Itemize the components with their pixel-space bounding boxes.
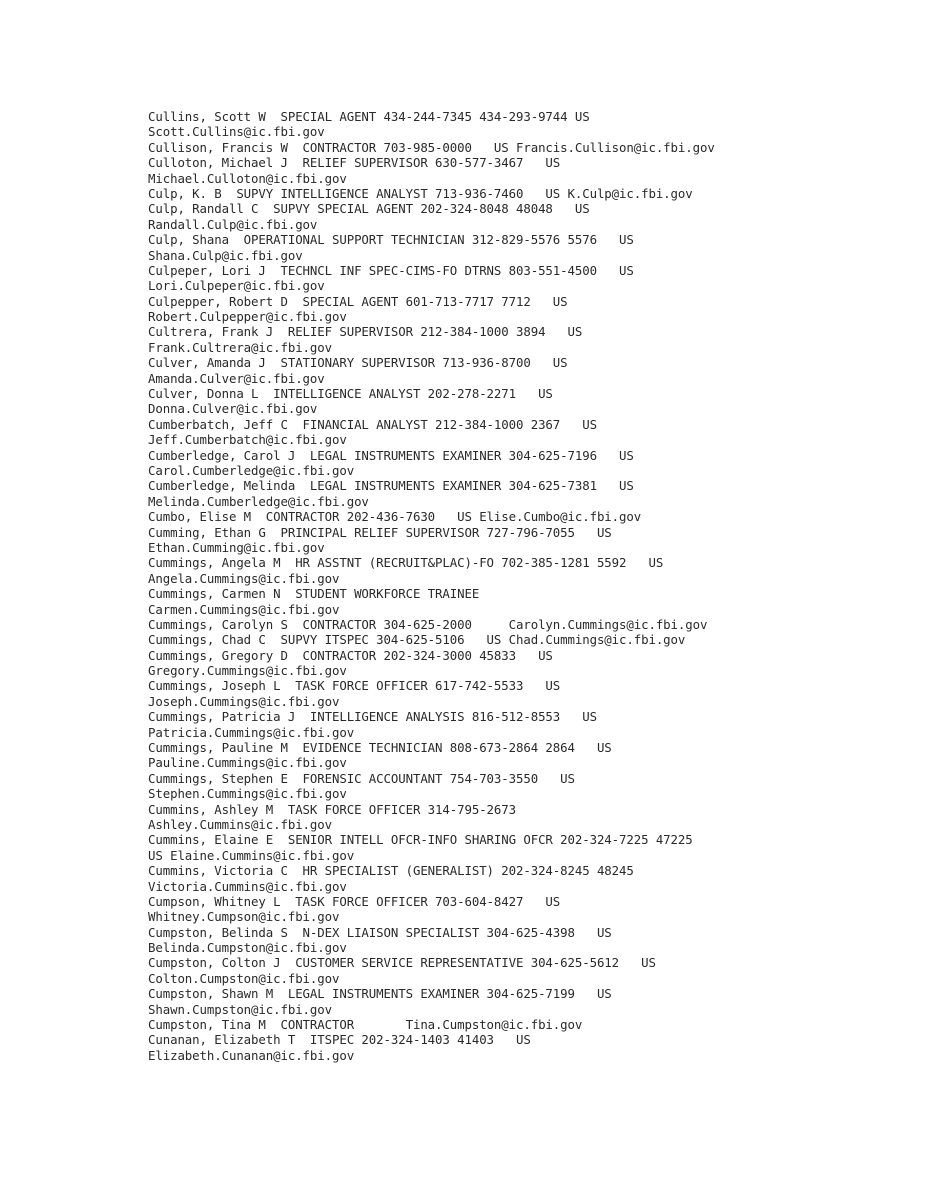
directory-line: Culver, Amanda J STATIONARY SUPERVISOR 713-936-8700 US [148, 355, 568, 371]
directory-line: Victoria.Cummins@ic.fbi.gov [148, 878, 347, 894]
directory-line: Cummings, Chad C SUPVY ITSPEC 304-625-5106 US Chad.Cummings@ic.fbi.gov [148, 632, 686, 648]
directory-line: Elizabeth.Cunanan@ic.fbi.gov [148, 1047, 355, 1063]
directory-line: Robert.Culpepper@ic.fbi.gov [148, 309, 347, 325]
directory-line: Cumpston, Colton J CUSTOMER SERVICE REPRESENTATIVE 304-625-5612 US [148, 955, 656, 971]
directory-line: Cumberledge, Carol J LEGAL INSTRUMENTS EXAMINER 304-625-7196 US [148, 447, 634, 463]
directory-line: Cummings, Patricia J INTELLIGENCE ANALYSIS 816-512-8553 US [148, 709, 597, 725]
directory-line: Culp, Randall C SUPVY SPECIAL AGENT 202-324-8048 48048 US [148, 201, 590, 217]
directory-line: Culpepper, Robert D SPECIAL AGENT 601-713-7717 7712 US [148, 293, 568, 309]
directory-line: Cumberbatch, Jeff C FINANCIAL ANALYST 212-384-1000 2367 US [148, 416, 597, 432]
directory-line: Donna.Culver@ic.fbi.gov [148, 401, 318, 417]
directory-line: Cumpson, Whitney L TASK FORCE OFFICER 703-604-8427 US [148, 893, 561, 909]
directory-line: Pauline.Cummings@ic.fbi.gov [148, 755, 347, 771]
directory-line: Frank.Cultrera@ic.fbi.gov [148, 339, 332, 355]
directory-line: Cunanan, Elizabeth T ITSPEC 202-324-1403 41403 US [148, 1032, 531, 1048]
directory-line: Carmen.Cummings@ic.fbi.gov [148, 601, 340, 617]
directory-line: Cummins, Elaine E SENIOR INTELL OFCR-INFO SHARING OFCR 202-324-7225 47225 [148, 832, 693, 848]
directory-line: Carol.Cumberledge@ic.fbi.gov [148, 462, 355, 478]
directory-line: Stephen.Cummings@ic.fbi.gov [148, 786, 347, 802]
directory-line: Culp, K. B SUPVY INTELLIGENCE ANALYST 713-936-7460 US K.Culp@ic.fbi.gov [148, 185, 693, 201]
directory-line: Cultrera, Frank J RELIEF SUPERVISOR 212-384-1000 3894 US [148, 324, 583, 340]
directory-listing [148, 109, 918, 1063]
directory-line: Gregory.Cummings@ic.fbi.gov [148, 663, 347, 679]
directory-line: Cummings, Carolyn S CONTRACTOR 304-625-2000 Carolyn.Cummings@ic.fbi.gov [148, 616, 708, 632]
directory-line: Melinda.Cumberledge@ic.fbi.gov [148, 493, 369, 509]
directory-line: Cullison, Francis W CONTRACTOR 703-985-0000 US Francis.Cullison@ic.fbi.gov [148, 139, 715, 155]
directory-line: Jeff.Cumberbatch@ic.fbi.gov [148, 432, 347, 448]
directory-line: Cummings, Stephen E FORENSIC ACCOUNTANT 754-703-3550 US [148, 770, 575, 786]
directory-line: Amanda.Culver@ic.fbi.gov [148, 370, 325, 386]
directory-line: Cumming, Ethan G PRINCIPAL RELIEF SUPERVISOR 727-796-7055 US [148, 524, 612, 540]
directory-line: Whitney.Cumpson@ic.fbi.gov [148, 909, 340, 925]
directory-line: Angela.Cummings@ic.fbi.gov [148, 570, 340, 586]
directory-line: Cumbo, Elise M CONTRACTOR 202-436-7630 US Elise.Cumbo@ic.fbi.gov [148, 509, 642, 525]
directory-line: Colton.Cumpston@ic.fbi.gov [148, 970, 340, 986]
directory-line: Ashley.Cummins@ic.fbi.gov [148, 816, 332, 832]
directory-line: Culp, Shana OPERATIONAL SUPPORT TECHNICIAN 312-829-5576 5576 US [148, 232, 634, 248]
directory-line: Cummings, Pauline M EVIDENCE TECHNICIAN 808-673-2864 2864 US [148, 740, 612, 756]
directory-line: Cummings, Carmen N STUDENT WORKFORCE TRAINEE [148, 586, 480, 602]
directory-line: Culloton, Michael J RELIEF SUPERVISOR 630-577-3467 US [148, 155, 561, 171]
directory-line: US Elaine.Cummins@ic.fbi.gov [148, 847, 355, 863]
directory-line: Patricia.Cummings@ic.fbi.gov [148, 724, 355, 740]
directory-line: Cummings, Gregory D CONTRACTOR 202-324-3000 45833 US [148, 647, 553, 663]
directory-line: Cumpston, Shawn M LEGAL INSTRUMENTS EXAMINER 304-625-7199 US [148, 986, 612, 1002]
directory-line: Lori.Culpeper@ic.fbi.gov [148, 278, 325, 294]
directory-line: Culver, Donna L INTELLIGENCE ANALYST 202-278-2271 US [148, 386, 553, 402]
directory-line: Randall.Culp@ic.fbi.gov [148, 216, 318, 232]
directory-line: Scott.Cullins@ic.fbi.gov [148, 124, 325, 140]
directory-line: Shana.Culp@ic.fbi.gov [148, 247, 303, 263]
directory-line: Ethan.Cumming@ic.fbi.gov [148, 539, 325, 555]
directory-line: Cumberledge, Melinda LEGAL INSTRUMENTS EXAMINER 304-625-7381 US [148, 478, 634, 494]
directory-line: Culpeper, Lori J TECHNCL INF SPEC-CIMS-FO DTRNS 803-551-4500 US [148, 262, 634, 278]
directory-line: Michael.Culloton@ic.fbi.gov [148, 170, 347, 186]
directory-line: Cummings, Angela M HR ASSTNT (RECRUIT&PLAC)-FO 702-385-1281 5592 US [148, 555, 664, 571]
directory-line: Joseph.Cummings@ic.fbi.gov [148, 693, 340, 709]
directory-line: Belinda.Cumpston@ic.fbi.gov [148, 940, 347, 956]
directory-line: Shawn.Cumpston@ic.fbi.gov [148, 1001, 332, 1017]
directory-line: Cummins, Ashley M TASK FORCE OFFICER 314-795-2673 [148, 801, 516, 817]
directory-line: Cummins, Victoria C HR SPECIALIST (GENERALIST) 202-324-8245 48245 [148, 863, 634, 879]
directory-line: Cummings, Joseph L TASK FORCE OFFICER 617-742-5533 US [148, 678, 561, 694]
directory-line: Cullins, Scott W SPECIAL AGENT 434-244-7345 434-293-9744 US [148, 109, 590, 124]
directory-line: Cumpston, Belinda S N-DEX LIAISON SPECIALIST 304-625-4398 US [148, 924, 612, 940]
directory-line: Cumpston, Tina M CONTRACTOR Tina.Cumpston@ic.fbi.gov [148, 1017, 583, 1033]
